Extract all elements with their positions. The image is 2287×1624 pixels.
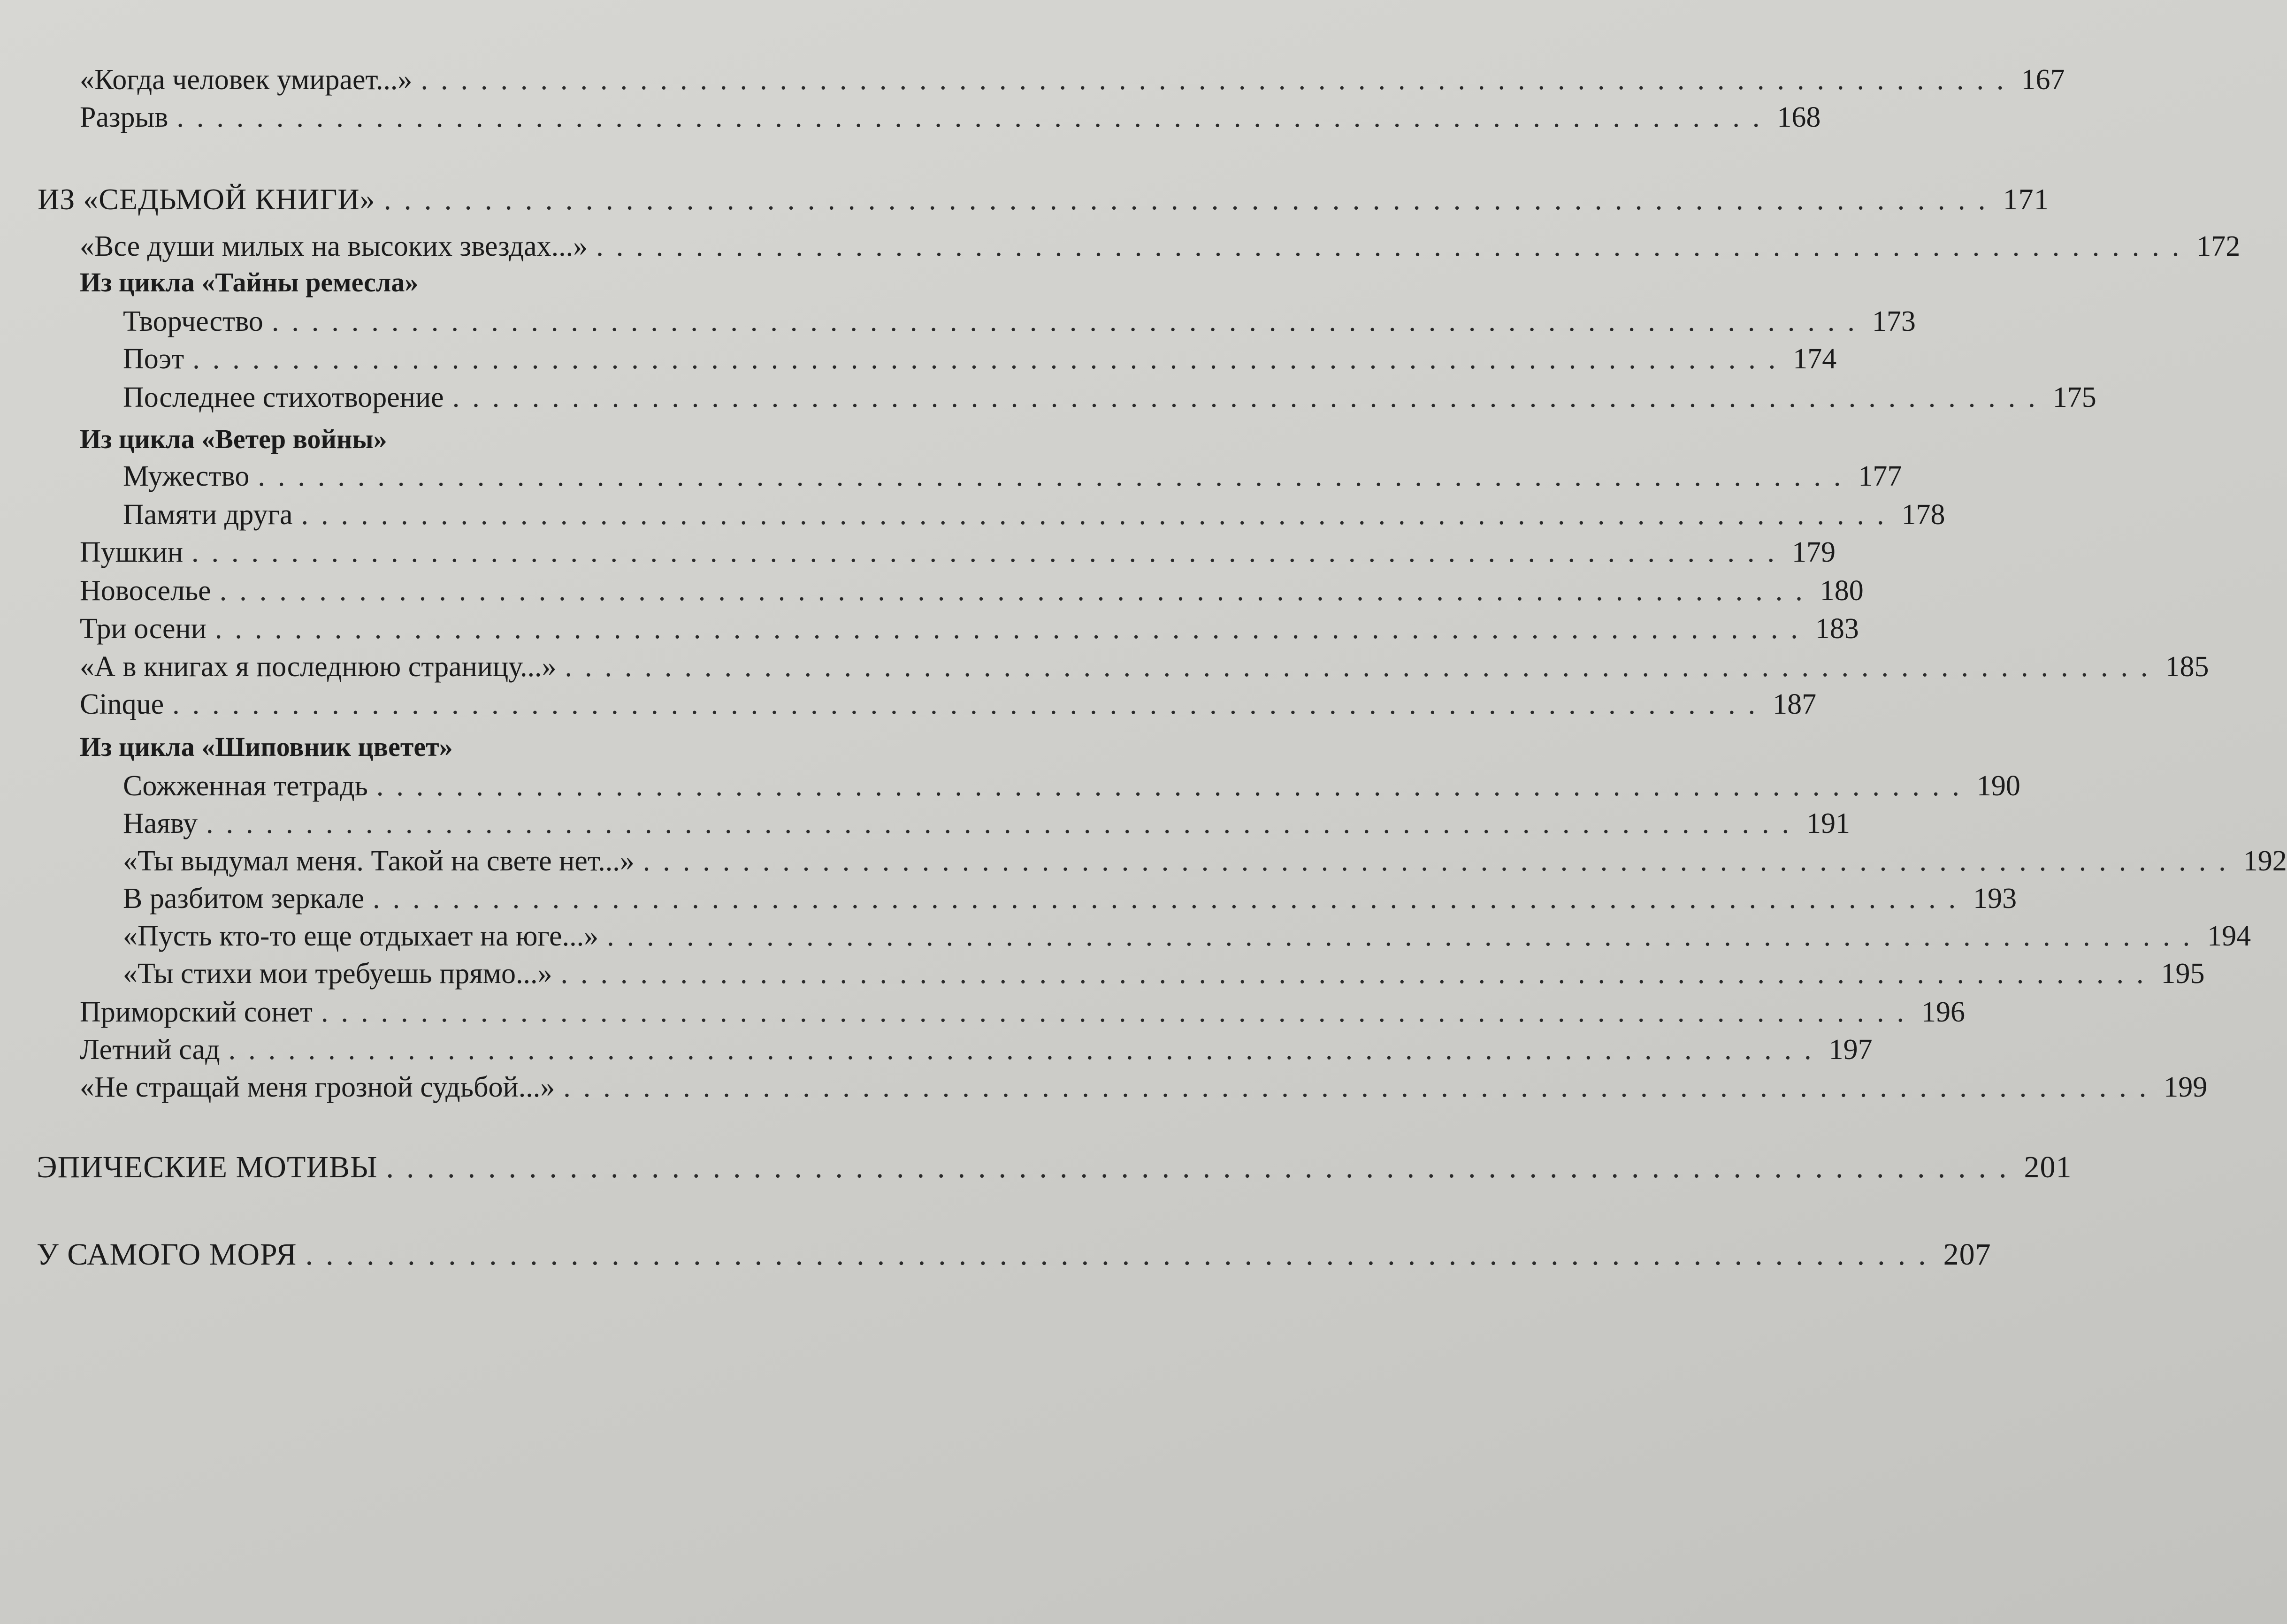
toc-entry-page: 173: [1872, 305, 1916, 337]
toc-entry-title: «Не стращай меня грозной судьбой...»: [80, 1071, 555, 1103]
dot-leader: ................................................................................: [192, 343, 1789, 375]
toc-entry[interactable]: [80, 536, 1836, 569]
toc-section-title: У САМОГО МОРЯ: [37, 1237, 297, 1272]
toc-cycle-title: Из цикла «Ветер войны»: [80, 424, 387, 454]
dot-leader: ................................................................................: [271, 305, 1867, 337]
toc-entry[interactable]: [123, 920, 2251, 953]
toc-entry-title: «Все души милых на высоких звездах...»: [80, 230, 588, 262]
dot-leader: ................................................................................: [563, 1071, 2159, 1103]
dot-leader: ................................................................................: [219, 575, 1815, 607]
toc-entry-page: 187: [1773, 688, 1817, 720]
toc-entry[interactable]: [123, 305, 1916, 338]
toc-entry-page: 195: [2161, 958, 2205, 990]
dot-leader: ................................................................................: [301, 499, 1897, 531]
toc-entry-title: Наяву: [123, 808, 198, 839]
toc-entry[interactable]: [80, 101, 1821, 134]
toc-entry-page: 172: [2196, 230, 2241, 262]
dot-leader: ................................................................................: [373, 883, 1969, 915]
toc-entry[interactable]: [80, 574, 1864, 608]
toc-entry-title: Творчество: [123, 305, 263, 337]
dot-leader: ................................................................................: [452, 381, 2048, 413]
toc-entry[interactable]: [123, 460, 1902, 493]
dot-leader: ................................................................................: [565, 651, 2161, 683]
toc-entry-title: В разбитом зеркале: [123, 883, 365, 915]
toc-section-title: ЭПИЧЕСКИЕ МОТИВЫ: [37, 1150, 378, 1184]
toc-entry[interactable]: [80, 1071, 2208, 1104]
toc-entry-page: 191: [1806, 808, 1850, 839]
toc-section[interactable]: [37, 1150, 2072, 1185]
dot-leader: ................................................................................: [305, 1237, 1939, 1272]
toc-entry-page: 178: [1901, 499, 1945, 531]
dot-leader: ................................................................................: [321, 996, 1917, 1028]
toc-entry-title: Пушкин: [80, 536, 183, 568]
dot-leader: ................................................................................: [560, 958, 2157, 990]
dot-leader: ................................................................................: [172, 688, 1768, 720]
dot-leader: ................................................................................: [214, 613, 1811, 645]
toc-section-page: 171: [2003, 183, 2050, 216]
toc-entry-page: 174: [1793, 343, 1837, 375]
toc-entry-title: Три осени: [80, 613, 207, 645]
toc-entry[interactable]: [80, 1033, 1873, 1067]
toc-entry[interactable]: [123, 770, 2020, 803]
dot-leader: ................................................................................: [596, 230, 2192, 262]
dot-leader: ................................................................................: [258, 460, 1854, 492]
toc-entry[interactable]: [123, 957, 2205, 991]
toc-entry-page: 168: [1777, 101, 1821, 133]
toc-entry-page: 183: [1815, 613, 1859, 645]
dot-leader: ................................................................................: [206, 808, 1802, 839]
toc-entry[interactable]: [123, 882, 2017, 915]
toc-entry-page: 197: [1828, 1034, 1873, 1066]
toc-entry-title: Поэт: [123, 343, 184, 375]
toc-section-page: 201: [2024, 1150, 2072, 1184]
dot-leader: ................................................................................: [228, 1034, 1824, 1066]
toc-section-title: ИЗ «СЕДЬМОЙ КНИГИ»: [38, 183, 375, 216]
toc-cycle-heading[interactable]: [80, 267, 427, 298]
toc-entry[interactable]: [123, 343, 1837, 376]
dot-leader: ................................................................................: [376, 770, 1972, 802]
toc-entry-page: 190: [1976, 770, 2020, 802]
dot-leader: ................................................................................: [383, 183, 1998, 216]
toc-cycle-title: Из цикла «Шиповник цветет»: [80, 732, 453, 762]
toc-entry-page: 177: [1858, 460, 1902, 492]
toc-entry-title: Памяти друга: [123, 499, 293, 531]
dot-leader: ................................................................................: [176, 101, 1773, 133]
toc-entry[interactable]: [123, 807, 1850, 840]
toc-cycle-heading[interactable]: [80, 423, 396, 455]
toc-entry-page: 175: [2052, 381, 2096, 413]
toc-entry-title: Летний сад: [80, 1034, 220, 1066]
toc-cycle-heading[interactable]: [80, 731, 461, 762]
toc-entry[interactable]: [123, 845, 2287, 878]
toc-entry[interactable]: [80, 63, 2065, 97]
toc-section[interactable]: [37, 1237, 1991, 1273]
toc-entry[interactable]: [123, 381, 2096, 414]
dot-leader: ................................................................................: [421, 64, 2017, 96]
toc-entry-page: 194: [2207, 920, 2251, 952]
toc-entry-title: Разрыв: [80, 101, 168, 133]
toc-section-page: 207: [1943, 1237, 1991, 1272]
toc-entry-page: 192: [2243, 845, 2287, 877]
toc-entry-page: 199: [2164, 1071, 2208, 1103]
toc-entry-page: 193: [1973, 883, 2017, 915]
dot-leader: ................................................................................: [607, 920, 2203, 952]
toc-entry[interactable]: [80, 688, 1817, 721]
toc-entry[interactable]: [123, 498, 1945, 532]
toc-entry-page: 167: [2021, 64, 2065, 96]
toc-entry-page: 196: [1921, 996, 1965, 1028]
toc-cycle-title: Из цикла «Тайны ремесла»: [80, 267, 419, 297]
dot-leader: ................................................................................: [643, 845, 2239, 877]
toc-entry-title: Мужество: [123, 460, 250, 492]
toc-entry-title: «Пусть кто-то еще отдыхает на юге...»: [123, 920, 599, 952]
toc-entry-title: «Ты выдумал меня. Такой на свете нет...»: [123, 845, 635, 877]
toc-entry-title: Последнее стихотворение: [123, 381, 444, 413]
toc-entry-title: «А в книгах я последнюю страницу...»: [80, 651, 557, 683]
toc-entry[interactable]: [80, 996, 1965, 1029]
dot-leader: ................................................................................: [386, 1150, 2019, 1184]
toc-entry-title: Приморский сонет: [80, 996, 313, 1028]
toc-entry-title: Cinque: [80, 688, 164, 720]
dot-leader: ................................................................................: [191, 536, 1787, 568]
toc-entry-page: 185: [2165, 651, 2209, 683]
toc-entry[interactable]: [80, 650, 2209, 684]
toc-entry[interactable]: [80, 612, 1859, 646]
toc-entry-title: Сожженная тетрадь: [123, 770, 368, 802]
toc-entry-page: 180: [1820, 575, 1864, 607]
toc-entry-title: «Когда человек умирает...»: [80, 64, 413, 96]
toc-entry-title: «Ты стихи мои требуешь прямо...»: [123, 958, 552, 990]
toc-section[interactable]: [38, 182, 2050, 217]
toc-entry-page: 179: [1792, 536, 1836, 568]
toc-entry-title: Новоселье: [80, 575, 211, 607]
toc-entry[interactable]: [80, 230, 2241, 263]
